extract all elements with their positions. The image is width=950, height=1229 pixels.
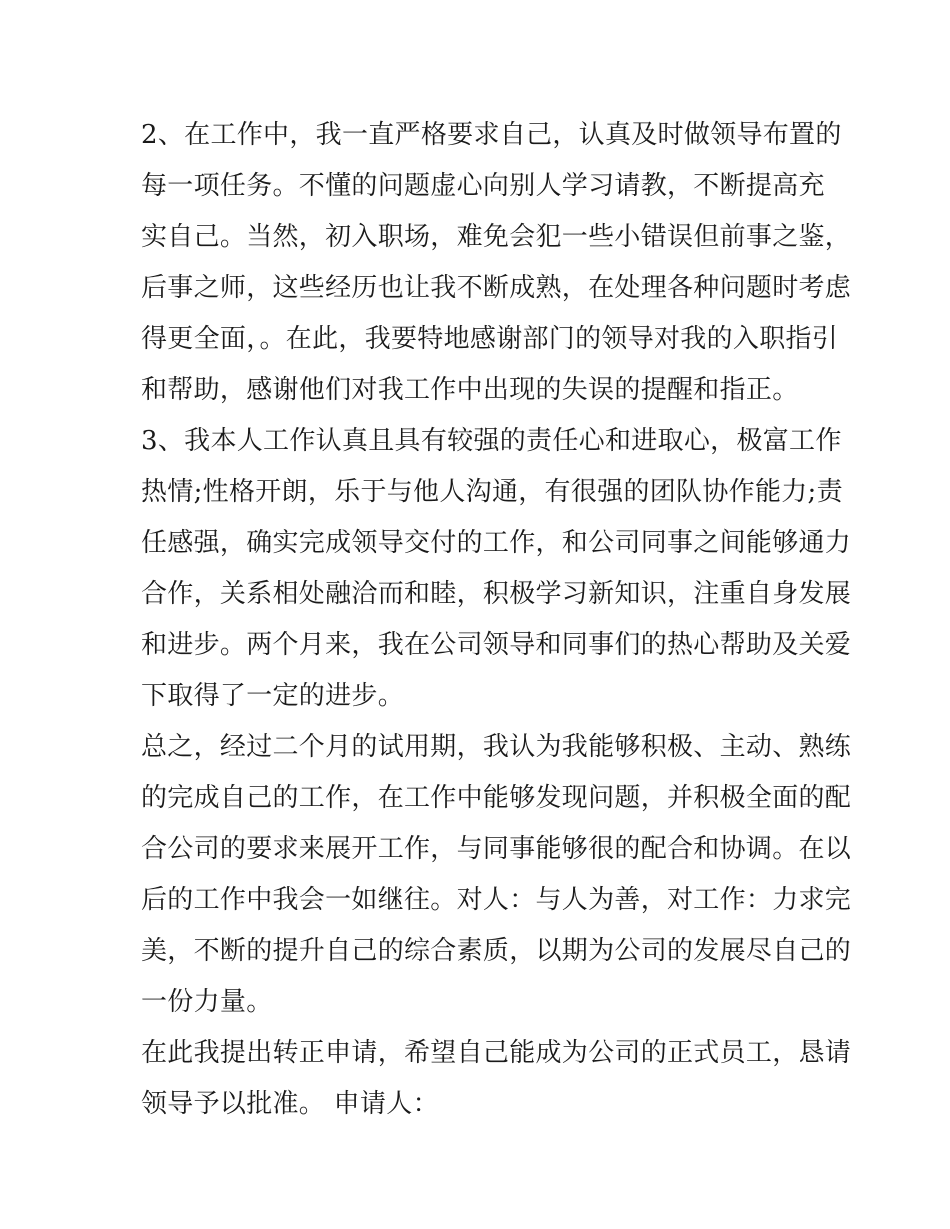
text-line: 任感强，确实完成领导交付的工作，和公司同事之间能够通力 xyxy=(141,528,852,558)
text-line: 下取得了一定的进步。 xyxy=(141,681,405,711)
text-line: 美，不断的提升自己的综合素质，以期为公司的发展尽自己的 xyxy=(141,936,852,966)
text-line: 2、在工作中，我一直严格要求自己，认真及时做领导布置的 xyxy=(141,120,842,150)
text-line: 的完成自己的工作，在工作中能够发现问题，并积极全面的配 xyxy=(141,783,852,813)
text-line: 合作，关系相处融洽而和睦，积极学习新知识，注重自身发展 xyxy=(141,579,852,609)
text-line: 得更全面，。在此，我要特地感谢部门的领导对我的入职指引 xyxy=(141,324,839,354)
text-line: 总之，经过二个月的试用期，我认为我能够积极、主动、熟练 xyxy=(141,732,852,762)
text-line: 领导予以批准。 申请人： xyxy=(141,1089,439,1119)
text-line: 一份力量。 xyxy=(141,987,273,1017)
text-line: 实自己。当然，初入职场，难免会犯一些小错误但前事之鉴， xyxy=(141,222,852,252)
text-line: 在此我提出转正申请，希望自己能成为公司的正式员工，恳请 xyxy=(141,1038,852,1068)
text-line: 合公司的要求来展开工作，与同事能够很的配合和协调。在以 xyxy=(141,834,852,864)
text-line: 每一项任务。不懂的问题虚心向别人学习请教，不断提高充 xyxy=(141,171,825,201)
text-line: 后事之师，这些经历也让我不断成熟，在处理各种问题时考虑 xyxy=(141,273,852,303)
text-line: 3、我本人工作认真且具有较强的责任心和进取心，极富工作 xyxy=(141,426,842,456)
text-line: 后的工作中我会一如继往。对人：与人为善，对工作：力求完 xyxy=(141,885,852,915)
text-line: 和帮助，感谢他们对我工作中出现的失误的提醒和指正。 xyxy=(141,375,799,405)
document-body xyxy=(141,110,852,1130)
text-line: 和进步。两个月来，我在公司领导和同事们的热心帮助及关爱 xyxy=(141,630,852,660)
text-line: 热情;性格开朗，乐于与他人沟通，有很强的团队协作能力;责 xyxy=(141,477,843,507)
